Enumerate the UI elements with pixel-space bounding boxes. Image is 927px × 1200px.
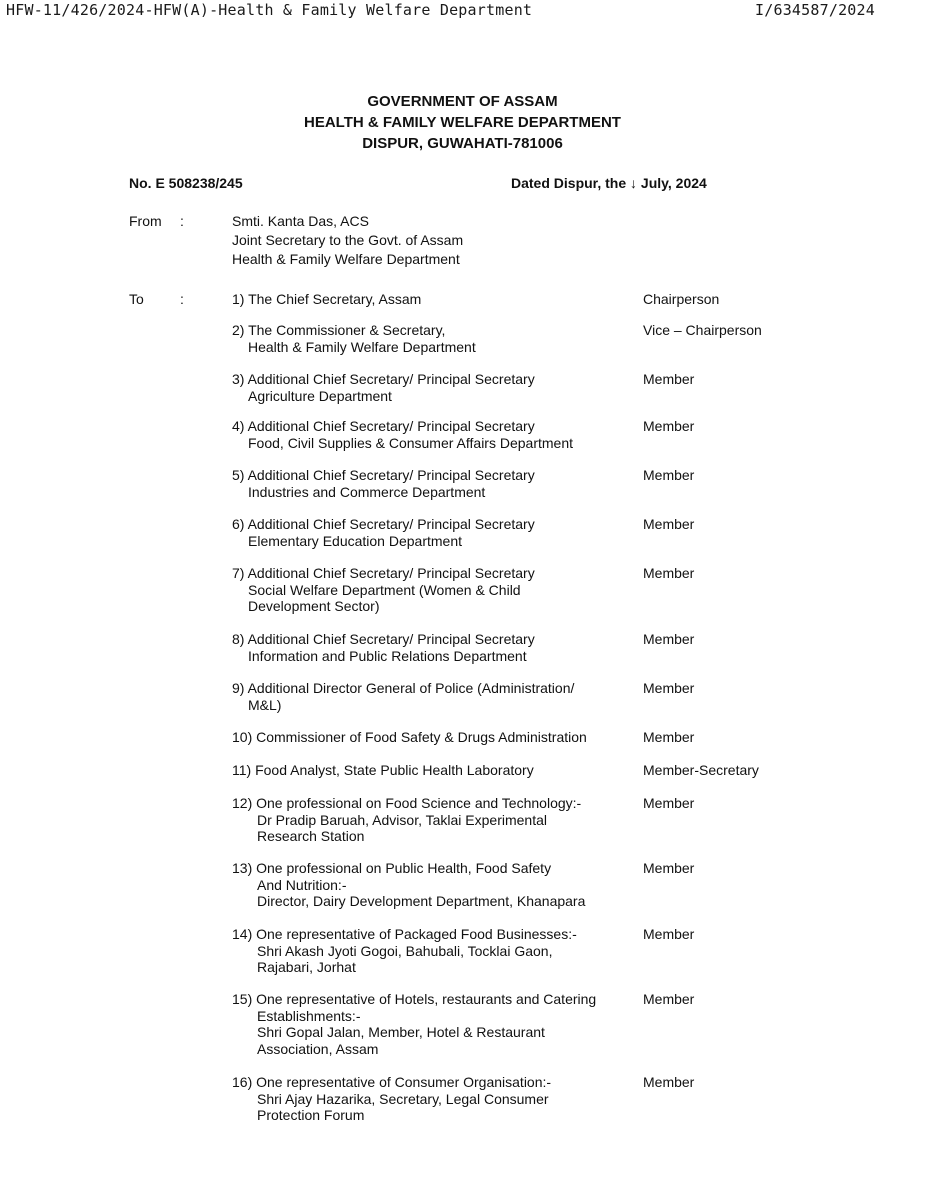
recipient-title: 5) Additional Chief Secretary/ Principal Secretary <box>232 467 535 483</box>
recipient-role: Member <box>643 467 695 483</box>
recipient-item <box>232 1074 632 1124</box>
recipient-detail-line: Dr Pradip Baruah, Advisor, Taklai Experimental <box>257 811 547 828</box>
recipient-item <box>232 991 632 1057</box>
recipient-item <box>232 795 632 845</box>
recipient-detail-line: Establishments:- <box>257 1007 361 1024</box>
recipient-title: 2) The Commissioner & Secretary, <box>232 322 446 338</box>
recipient-role: Member <box>643 516 695 532</box>
recipient-role: Member-Secretary <box>643 762 759 778</box>
recipient-item <box>232 631 632 664</box>
letter-date: Dated Dispur, the ↓ July, 2024 <box>511 175 707 191</box>
recipient-detail-line: Shri Ajay Hazarika, Secretary, Legal Consumer <box>257 1090 549 1107</box>
recipient-title: 9) Additional Director General of Police (Administration/ <box>232 680 575 696</box>
recipient-role: Member <box>643 991 695 1007</box>
letterhead-government: GOVERNMENT OF ASSAM <box>367 93 558 110</box>
letter-number: No. E 508238/245 <box>129 175 243 191</box>
recipient-title: 14) One representative of Packaged Food Businesses:- <box>232 926 577 942</box>
recipient-detail-line: M&L) <box>248 696 282 713</box>
recipient-item <box>232 516 632 549</box>
recipient-title: 16) One representative of Consumer Organisation:- <box>232 1074 552 1090</box>
recipient-item <box>232 467 632 500</box>
recipient-detail-line: Information and Public Relations Department <box>248 647 527 664</box>
recipient-detail-line: Shri Akash Jyoti Gogoi, Bahubali, Tocklai Gaon, <box>257 942 553 959</box>
sender-designation: Joint Secretary to the Govt. of Assam <box>232 232 464 248</box>
recipient-role: Member <box>643 631 695 647</box>
recipient-detail-line: Agriculture Department <box>248 387 392 404</box>
recipient-role: Member <box>643 371 695 387</box>
recipient-item <box>232 322 632 355</box>
from-label: From <box>129 213 162 229</box>
recipient-item <box>232 729 632 746</box>
recipient-role: Member <box>643 565 695 581</box>
recipient-title: 3) Additional Chief Secretary/ Principal Secretary <box>232 371 535 387</box>
letterhead-address: DISPUR, GUWAHATI-781006 <box>362 135 563 152</box>
recipient-item <box>232 565 632 615</box>
recipient-title: 6) Additional Chief Secretary/ Principal Secretary <box>232 516 535 532</box>
file-reference-stamp: HFW-11/426/2024-HFW(A)-Health & Family Welfare Department <box>6 1 533 19</box>
recipient-detail-line: Social Welfare Department (Women & Child <box>248 581 521 598</box>
sender-name: Smti. Kanta Das, ACS <box>232 213 369 229</box>
from-colon: : <box>180 213 184 229</box>
recipient-item <box>232 860 632 910</box>
recipient-title: 4) Additional Chief Secretary/ Principal Secretary <box>232 418 535 434</box>
recipient-detail-line: Elementary Education Department <box>248 532 462 549</box>
recipient-title: 15) One representative of Hotels, restaurants and Catering <box>232 991 597 1007</box>
recipient-detail-line: Rajabari, Jorhat <box>257 959 356 975</box>
letterhead-department: HEALTH & FAMILY WELFARE DEPARTMENT <box>304 114 621 131</box>
recipient-title: 8) Additional Chief Secretary/ Principal Secretary <box>232 631 535 647</box>
recipient-item <box>232 418 632 451</box>
recipient-role: Member <box>643 729 695 745</box>
recipient-role: Member <box>643 680 695 696</box>
recipient-item <box>232 680 632 713</box>
recipient-role: Vice – Chairperson <box>643 322 762 338</box>
recipient-detail-line: Food, Civil Supplies & Consumer Affairs Department <box>248 434 573 451</box>
recipient-item <box>232 371 632 404</box>
recipient-role: Member <box>643 926 695 942</box>
recipient-detail-line: And Nutrition:- <box>257 876 347 893</box>
recipient-detail-line: Shri Gopal Jalan, Member, Hotel & Restaurant <box>257 1024 545 1040</box>
recipient-detail-line: Protection Forum <box>257 1107 365 1123</box>
recipient-role: Member <box>643 860 695 876</box>
recipient-detail-line: Industries and Commerce Department <box>248 483 486 500</box>
recipient-title: 12) One professional on Food Science and Technology:- <box>232 795 582 811</box>
recipient-title: 13) One professional on Public Health, Food Safety <box>232 860 552 876</box>
to-colon: : <box>180 291 184 307</box>
recipient-detail-line: Director, Dairy Development Department, Khanapara <box>257 893 586 909</box>
recipient-title: 10) Commissioner of Food Safety & Drugs Administration <box>232 729 587 745</box>
recipient-detail-line: Association, Assam <box>257 1040 379 1057</box>
recipient-title: 1) The Chief Secretary, Assam <box>232 291 422 307</box>
letterhead <box>0 91 927 154</box>
recipient-role: Chairperson <box>643 291 720 307</box>
recipient-detail-line: Health & Family Welfare Department <box>248 338 476 355</box>
recipient-item <box>232 291 632 308</box>
sender-block <box>232 212 463 269</box>
recipient-role: Member <box>643 418 695 434</box>
recipient-title: 7) Additional Chief Secretary/ Principal Secretary <box>232 565 535 581</box>
to-label: To <box>129 291 144 307</box>
receipt-number-stamp: I/634587/2024 <box>755 1 875 19</box>
recipient-item <box>232 762 632 779</box>
recipient-detail-line: Development Sector) <box>248 598 380 614</box>
recipient-detail-line: Research Station <box>257 828 365 844</box>
recipient-title: 11) Food Analyst, State Public Health Laboratory <box>232 762 534 778</box>
sender-department: Health & Family Welfare Department <box>232 251 460 267</box>
recipient-item <box>232 926 632 976</box>
recipient-role: Member <box>643 1074 695 1090</box>
recipient-role: Member <box>643 795 695 811</box>
